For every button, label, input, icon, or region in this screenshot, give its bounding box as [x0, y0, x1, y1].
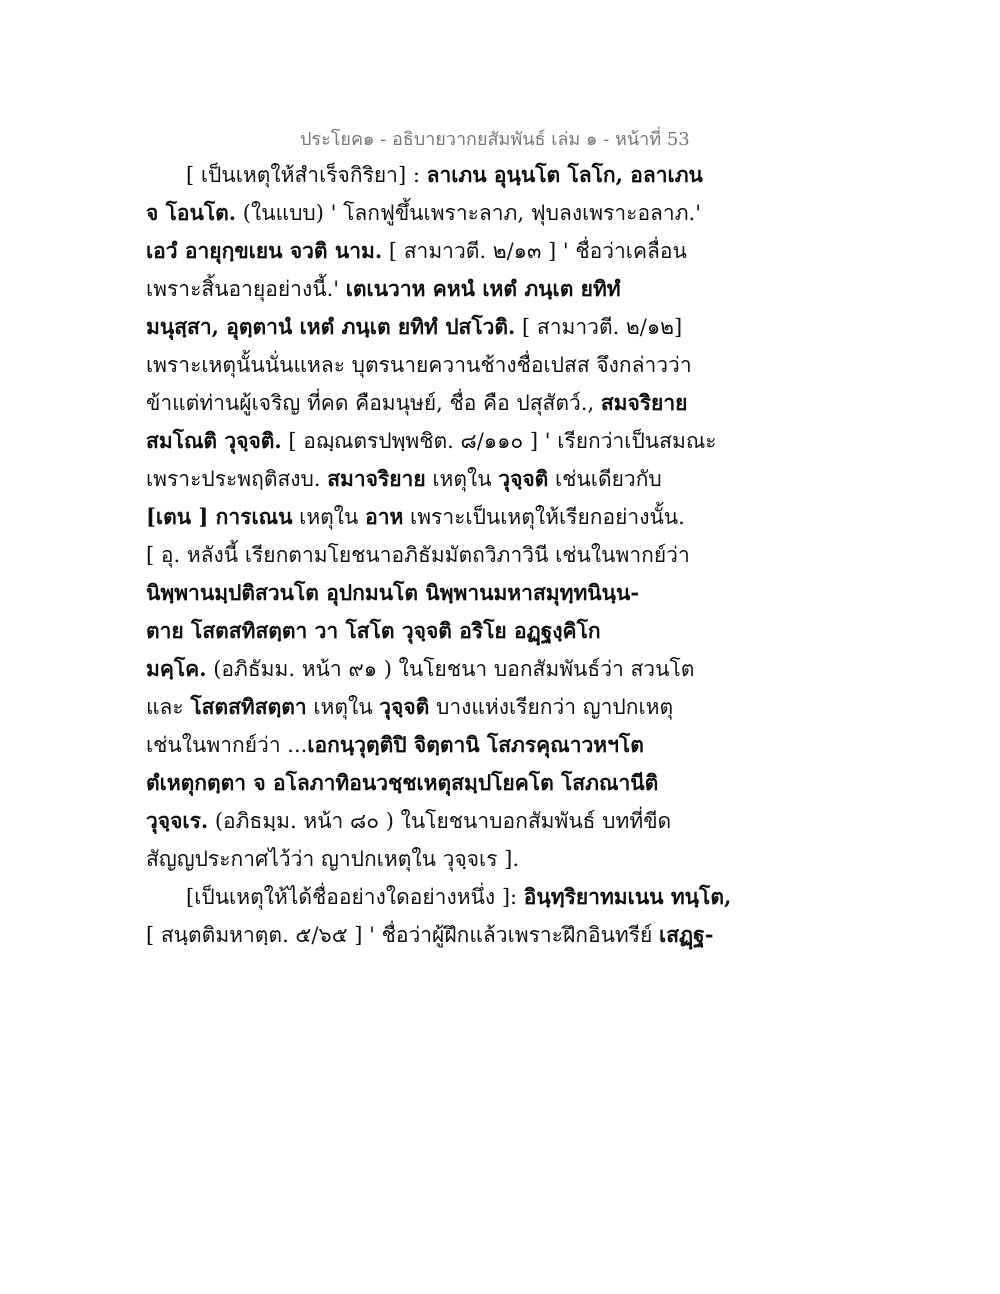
pali-bold-text: สมจริยาย — [600, 390, 688, 415]
text-line — [146, 422, 717, 460]
text-line — [146, 650, 695, 688]
text-line — [146, 726, 686, 764]
thai-text: สัญญประกาศไว้ว่า ญาปกเหตุใน วุจฺจเร ]. — [146, 847, 520, 871]
thai-text: เพราะเป็นเหตุให้เรียกอย่างนั้น. — [403, 505, 685, 529]
thai-text: [ อุ. หลังนี้ เรียกตามโยชนาอภิธัมมัตถวิภาวินี เช่นในพากย์ว่า — [146, 543, 690, 567]
body-text — [146, 156, 732, 954]
text-line — [146, 536, 690, 574]
thai-text: บางแห่งเรียกว่า ญาปกเหตุ — [429, 695, 674, 719]
thai-text: เหตุใน — [306, 695, 380, 719]
thai-text: [ สามาวตี. ๒/๑๓ ] ' ชื่อว่าเคลื่อน — [382, 239, 687, 263]
thai-text: เช่นเดียวกับ — [548, 467, 662, 491]
thai-text: [เป็นเหตุให้ได้ชื่ออย่างใดอย่างหนึ่ง ]: — [186, 885, 524, 909]
pali-bold-text: วุจฺจเร. — [146, 808, 209, 833]
thai-text: (อภิธมฺม. หน้า ๘๐ ) ในโยชนาบอกสัมพันธ์ บทที่ขีด — [208, 809, 672, 833]
pali-bold-text: จ โอนโต. — [146, 200, 237, 225]
thai-text: (อภิธัมม. หน้า ๙๑ ) ในโยชนา บอกสัมพันธ์ว่า สวนโต — [206, 657, 695, 681]
pali-bold-text: อาห — [365, 504, 404, 529]
text-line — [146, 498, 686, 536]
thai-text: เพราะสิ้นอายุอย่างนี้.' — [146, 277, 346, 301]
text-line — [146, 346, 692, 384]
pali-bold-text: นิพฺพานมฺปติสวนโต อุปกมนโต นิพฺพานมหาสมุทฺทนินฺน- — [146, 580, 640, 605]
pali-bold-text: มนุสฺสา, อุตฺตานํ เหตํ ภนฺเต ยทิทํ ปสโวติ. — [146, 314, 516, 339]
thai-text: ข้าแต่ท่านผู้เจริญ ที่คด คือมนุษย์, ชื่อ คือ ปสุสัตว์., — [146, 391, 601, 415]
text-line — [146, 840, 686, 878]
running-header: ประโยค๑ - อธิบายวากยสัมพันธ์ เล่ม ๑ - หน้าที่ 53 — [300, 129, 690, 150]
pali-bold-text: อินฺทฺริยาทมเนน ทนฺโต, — [523, 884, 732, 909]
thai-text: เพราะเหตุนั้นนั่นแหละ บุตรนายควานช้างชื่อเปสส จึงกล่าวว่า — [146, 353, 692, 377]
pali-bold-text: สมาจริยาย — [327, 466, 426, 491]
pali-bold-text: เตเนวาห คหนํ เหตํ ภนฺเต ยทิทํ — [345, 276, 621, 301]
text-line — [146, 802, 686, 840]
thai-text: [ สามาวตี. ๒/๑๒] — [515, 315, 683, 339]
thai-text: เหตุใน — [292, 505, 366, 529]
thai-text: [ อฌฺณตรปพฺพชิต. ๘/๑๑๐ ] ' เรียกว่าเป็นสมณะ — [281, 429, 717, 453]
text-line — [146, 460, 686, 498]
thai-text: เหตุใน — [425, 467, 499, 491]
text-line — [146, 156, 703, 194]
text-line — [146, 688, 686, 726]
pali-bold-text: ตาย โสตสทิสตฺตา วา โสโต วุจฺจติ อริโย อฏฺฐงฺคิโก — [146, 618, 601, 643]
pali-bold-text: เอกนฺวุตฺติปิ จิตฺตานิ โสภรคุณาวหฯโต — [307, 732, 644, 757]
text-line — [146, 194, 702, 232]
pali-bold-text: เสฏฺฐ- — [659, 922, 714, 947]
pali-bold-text: มคฺโค. — [146, 656, 207, 681]
thai-text: และ — [146, 695, 191, 719]
text-line — [146, 232, 686, 270]
text-line — [146, 308, 686, 346]
pali-bold-text: วุจฺจติ — [379, 694, 430, 719]
text-line — [146, 764, 686, 802]
text-line — [146, 384, 686, 422]
thai-text: [ เป็นเหตุให้สำเร็จกิริยา] : — [186, 163, 427, 187]
pali-bold-text: ลาเภน อุนฺนโต โลโก, อลาเภน — [426, 162, 703, 187]
pali-bold-text: โสตสทิสตฺตา — [190, 694, 307, 719]
text-line — [146, 574, 686, 612]
thai-text: เพราะประพฤติสงบ. — [146, 467, 328, 491]
thai-text: (ในแบบ) ' โลกฟูขึ้นเพราะลาภ, ฟุบลงเพราะอลาภ.' — [236, 201, 702, 225]
text-line — [146, 270, 686, 308]
thai-text: เช่นในพากย์ว่า ... — [146, 733, 308, 757]
thai-text: [ สนฺตติมหาตฺต. ๕/๖๕ ] ' ชื่อว่าผู้ฝึกแล้วเพราะฝึกอินทรีย์ — [146, 923, 660, 947]
text-line — [146, 916, 714, 954]
pali-bold-text: เอวํ อายุกฺขเยน จวติ นาม. — [146, 238, 383, 263]
pali-bold-text: สมโณติ วุจฺจติ. — [146, 428, 282, 453]
text-line — [146, 878, 732, 916]
pali-bold-text: [เตน ] การเณน — [146, 504, 293, 529]
pali-bold-text: ตํเหตุกตฺตา จ อโลภาทิอนวชฺชเหตุสมฺปโยคโต โสภณานีติ — [146, 770, 659, 795]
pali-bold-text: วุจฺจติ — [498, 466, 549, 491]
text-line — [146, 612, 686, 650]
